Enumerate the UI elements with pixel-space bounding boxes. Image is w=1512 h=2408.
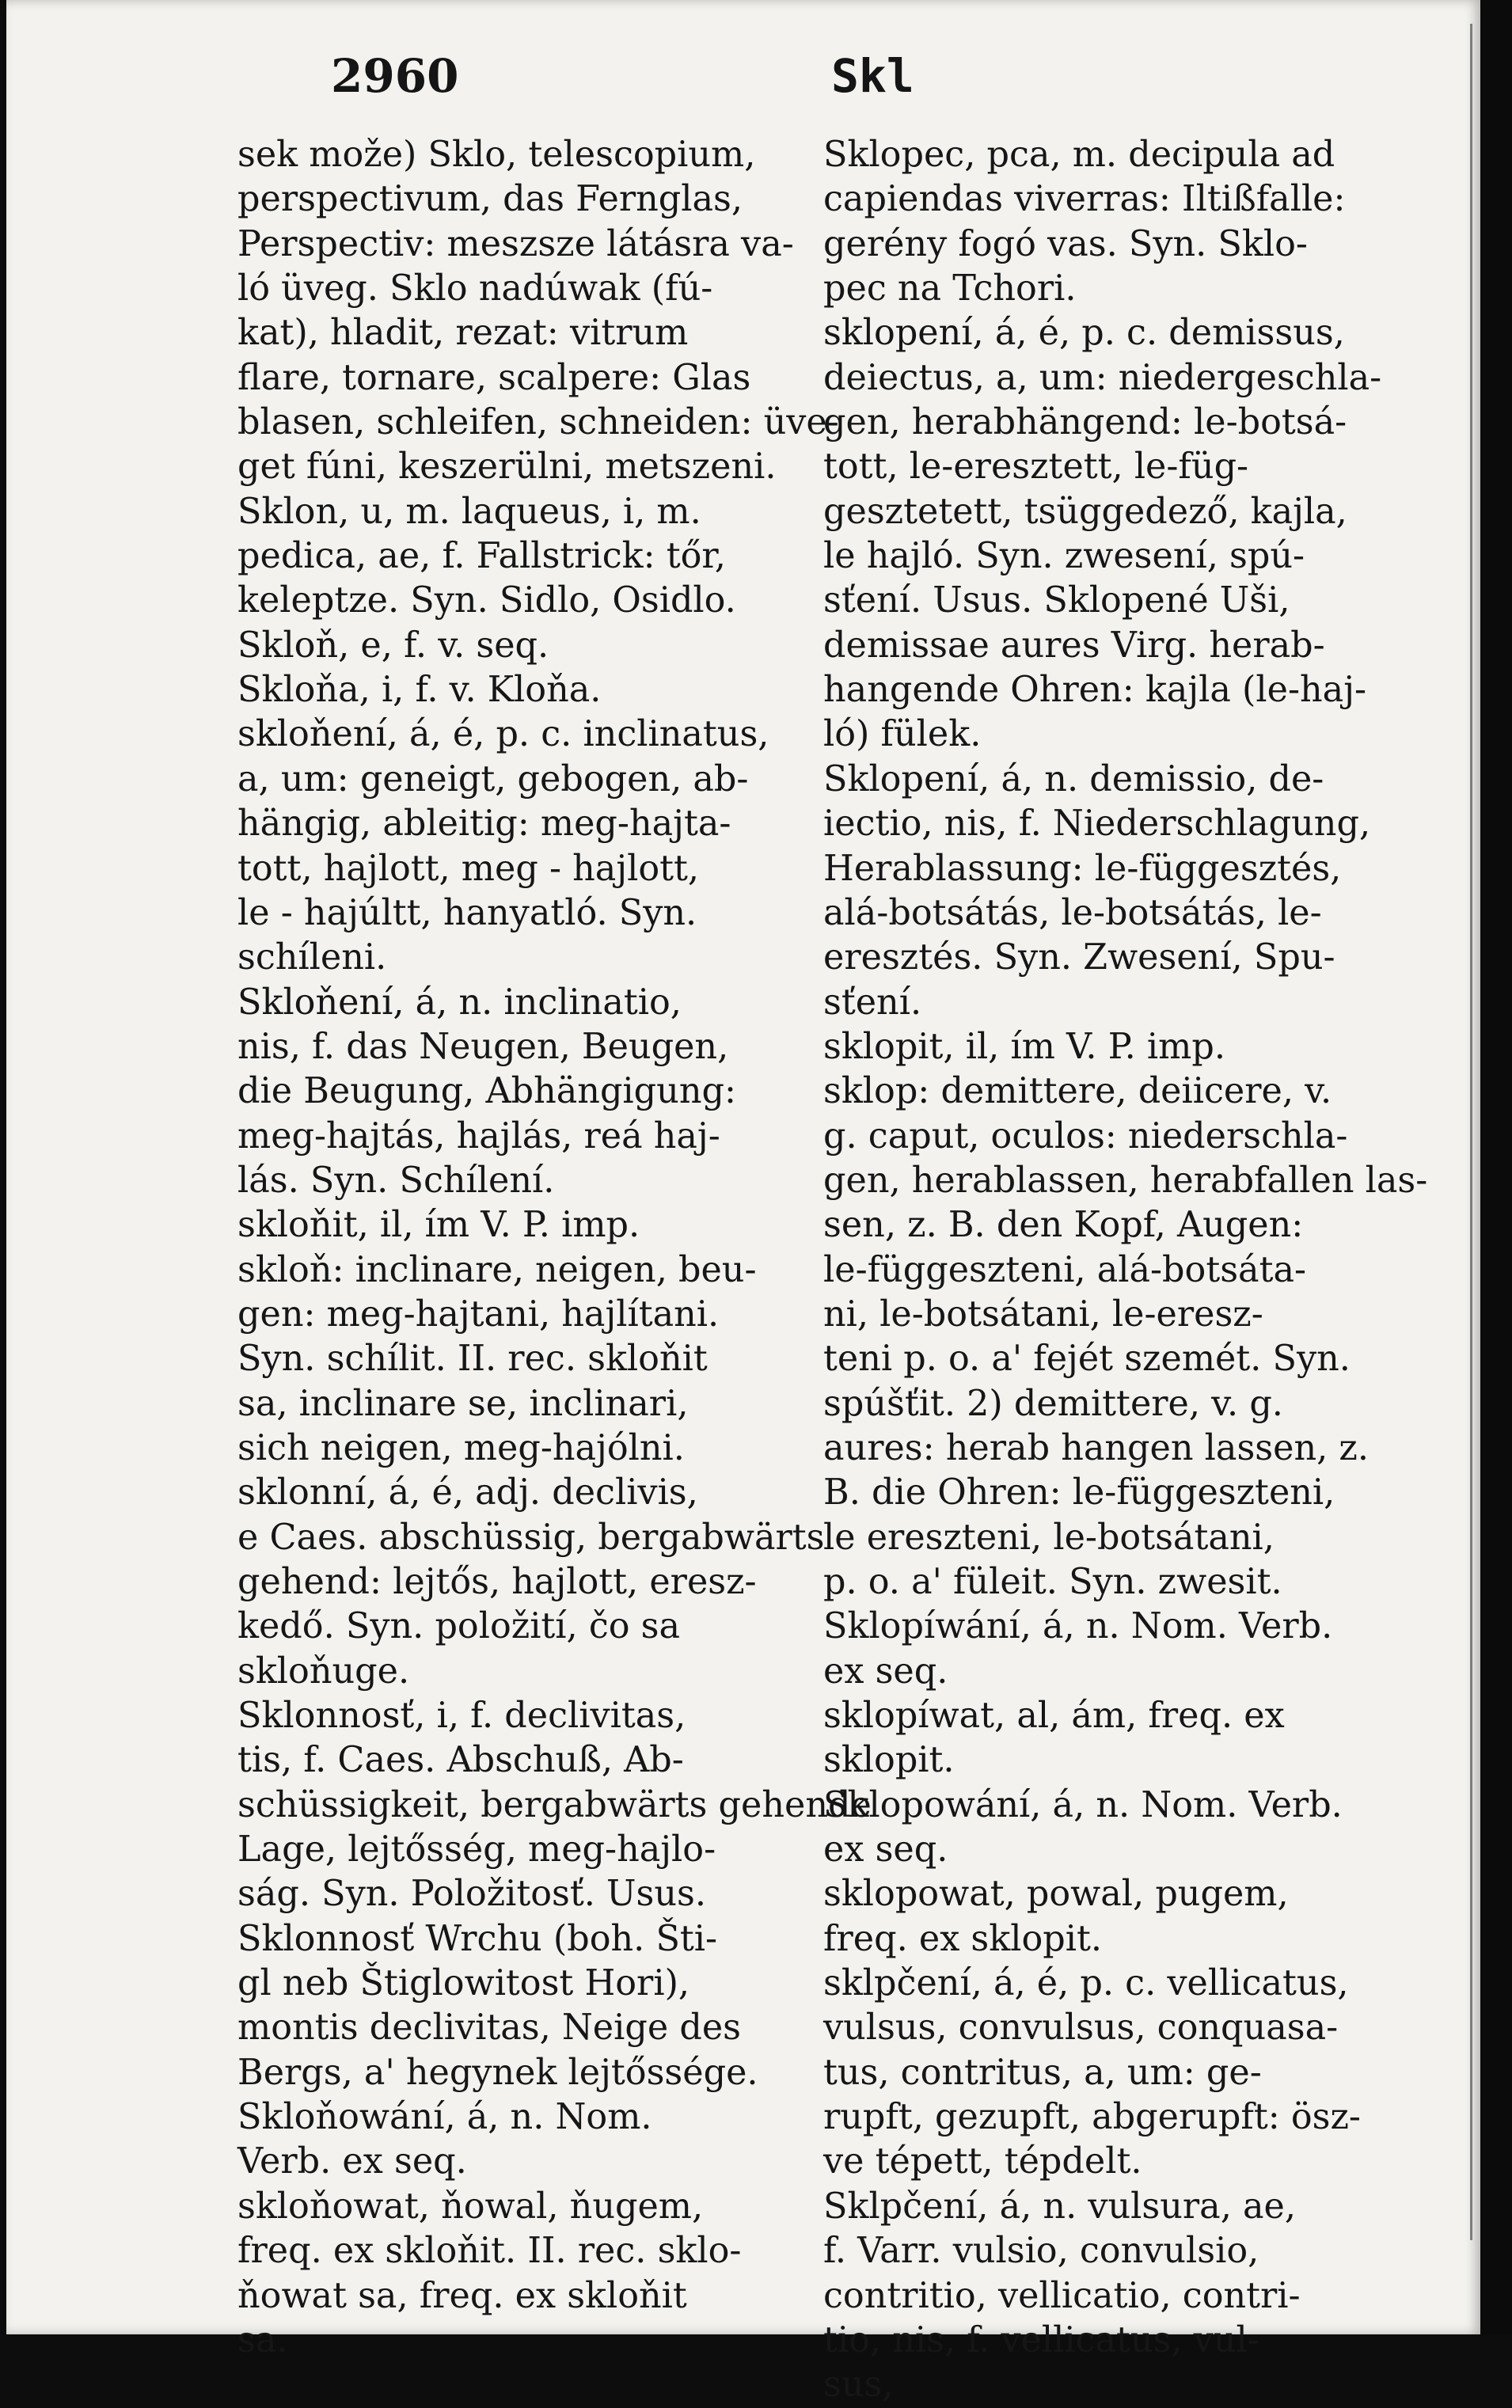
entry-line: spúšťit. 2) demittere, v. g. [823,1383,1283,1424]
entry-line: skloň: inclinare, neigen, beu- [237,1249,757,1290]
entry-line: alá-botsátás, le-botsátás, le- [823,892,1322,933]
entry-line: sklopíwat, al, ám, freq. ex [823,1696,1285,1737]
entry-line: Syn. schílit. II. rec. skloňit [237,1339,708,1380]
entry-line: eresztés. Syn. Zwesení, Spu- [823,937,1335,978]
entry-line: sich neigen, meg-hajólni. [237,1427,685,1468]
entry-line: gen, herablassen, herabfallen las- [823,1160,1428,1201]
entry-line: freq. ex sklopit. [823,1918,1103,1959]
entry-line: skloňowat, ňowal, ňugem, [237,2186,704,2227]
entry-line: Skloňení, á, n. inclinatio, [237,982,682,1023]
entry-line: hängig, ableitig: meg-hajta- [237,803,731,845]
entry-line: sklopit, il, ím V. P. imp. [823,1026,1225,1067]
entry-line: gerény fogó vas. Syn. Sklo- [823,223,1308,264]
entry-line: sťení. [823,982,922,1023]
entry-line: Sklopení, á, n. demissio, de- [823,758,1324,800]
entry-line: freq. ex skloňit. II. rec. sklo- [237,2231,742,2272]
running-head: Skl [831,49,914,103]
entry-line: a, um: geneigt, gebogen, ab- [237,758,749,800]
entry-line: tis, f. Caes. Abschuß, Ab- [237,1740,684,1781]
entry-line: flare, tornare, scalpere: Glas [237,357,751,398]
entry-line: gen: meg-hajtani, hajlítani. [237,1293,720,1335]
entry-line: gesztetett, tsüggedező, kajla, [823,491,1347,532]
entry-line: Verb. ex seq. [237,2141,467,2182]
entry-line: kat), hladit, rezat: vitrum [237,313,689,354]
entry-line: sa, inclinare se, inclinari, [237,1383,689,1424]
entry-line: skloňuge. [237,1650,410,1692]
page-edge-shadow [1470,24,1472,2240]
entry-line: le - hajúltt, hanyatló. Syn. [237,892,697,933]
entry-line: Sklopec, pca, m. decipula ad [823,135,1335,175]
entry-line: Perspectiv: meszsze látásra va- [237,223,794,264]
entry-line: aures: herab hangen lassen, z. [823,1427,1369,1468]
entry-line: Sklopíwání, á, n. Nom. Verb. [823,1606,1333,1647]
entry-line: get fúni, keszerülni, metszeni. [237,446,777,488]
entry-line: hangende Ohren: kajla (le-haj- [823,670,1367,711]
entry-line: B. die Ohren: le-függeszteni, [823,1472,1335,1514]
entry-line: le ereszteni, le-botsátani, [823,1517,1275,1558]
entry-line: sa. [237,2319,288,2361]
entry-line: die Beugung, Abhängigung: [237,1071,736,1112]
entry-line: capiendas viverras: Iltißfalle: [823,179,1346,220]
entry-line: le-függeszteni, alá-botsáta- [823,1249,1307,1290]
entry-line: e Caes. abschüssig, bergabwärts [237,1517,825,1558]
entry-line: Sklonnosť Wrchu (boh. Šti- [237,1918,718,1959]
entry-line: gen, herabhängend: le-botsá- [823,402,1347,443]
entry-line: g. caput, oculos: niederschla- [823,1115,1348,1157]
right-column [823,133,1428,2408]
entry-line: Skloňowání, á, n. Nom. [237,2097,652,2138]
entry-line: sklopit. [823,1740,955,1781]
entry-line: Herablassung: le-függesztés, [823,848,1342,889]
entry-line: vulsus, convulsus, conquasa- [823,2007,1339,2049]
entry-line: tott, le-eresztett, le-füg- [823,446,1249,488]
entry-line: pec na Tchori. [823,268,1077,310]
entry-line: gl neb Štiglowitost Hori), [237,1963,690,2004]
entry-line: sklop: demittere, deiicere, v. [823,1071,1332,1112]
entry-line: Skloň, e, f. v. seq. [237,625,549,666]
entry-line: skloňit, il, ím V. P. imp. [237,1205,640,1246]
entry-line: keleptze. Syn. Sidlo, Osidlo. [237,580,736,621]
entry-line: sklpčení, á, é, p. c. vellicatus, [823,1963,1349,2004]
entry-line: ló) fülek. [823,714,982,755]
entry-line: ex seq. [823,1829,948,1871]
entry-line: sus, [823,2364,894,2406]
entry-line: sek može) Sklo, telescopium, [237,135,756,175]
entry-line: Sklonnosť, i, f. declivitas, [237,1696,686,1737]
entry-line: skloňení, á, é, p. c. inclinatus, [237,714,769,755]
entry-line: blasen, schleifen, schneiden: üve- [237,402,839,443]
entry-line: sklopení, á, é, p. c. demissus, [823,313,1345,354]
entry-line: p. o. a' füleit. Syn. zwesit. [823,1562,1282,1602]
entry-line: contritio, vellicatio, contri- [823,2275,1301,2316]
entry-line: Sklon, u, m. laqueus, i, m. [237,491,701,532]
page-number: 2960 [331,49,459,103]
entry-line: kedő. Syn. položití, čo sa [237,1606,681,1647]
entry-line: rupft, gezupft, abgerupft: ösz- [823,2097,1361,2138]
entry-line: ex seq. [823,1650,948,1692]
entry-line: Bergs, a' hegynek lejtőssége. [237,2052,758,2093]
entry-line: iectio, nis, f. Niederschlagung, [823,803,1371,845]
entry-line: sklopowat, powal, pugem, [823,1874,1289,1915]
entry-line: gehend: lejtős, hajlott, eresz- [237,1562,757,1602]
left-column [237,133,872,2363]
entry-line: sklonní, á, é, adj. declivis, [237,1472,698,1514]
entry-line: perspectivum, das Fernglas, [237,179,743,220]
entry-line: meg-hajtás, hajlás, reá haj- [237,1115,720,1157]
entry-line: ni, le-botsátani, le-eresz- [823,1293,1263,1335]
entry-line: f. Varr. vulsio, convulsio, [823,2231,1259,2272]
entry-line: pedica, ae, f. Fallstrick: tőr, [237,536,726,577]
entry-line: ve tépett, tépdelt. [823,2141,1142,2182]
entry-line: ló üveg. Sklo nadúwak (fú- [237,268,713,310]
entry-line: demissae aures Virg. herab- [823,625,1325,666]
entry-line: nis, f. das Neugen, Beugen, [237,1026,729,1067]
entry-line: tott, hajlott, meg - hajlott, [237,848,700,889]
entry-line: lás. Syn. Schílení. [237,1160,555,1201]
entry-line: montis declivitas, Neige des [237,2007,741,2049]
entry-line: ság. Syn. Položitosť. Usus. [237,1874,707,1915]
entry-line: Sklpčení, á, n. vulsura, ae, [823,2186,1297,2227]
entry-line: schíleni. [237,937,387,978]
entry-line: sťení. Usus. Sklopené Uši, [823,580,1290,621]
entry-line: tus, contritus, a, um: ge- [823,2052,1262,2093]
entry-line: deiectus, a, um: niedergeschla- [823,357,1382,398]
entry-line: sen, z. B. den Kopf, Augen: [823,1205,1304,1246]
entry-line: le hajló. Syn. zwesení, spú- [823,536,1305,577]
entry-line: Sklopowání, á, n. Nom. Verb. [823,1784,1343,1825]
entry-line: Skloňa, i, f. v. Kloňa. [237,670,602,711]
entry-line: ňowat sa, freq. ex skloňit [237,2275,687,2316]
entry-line: tio, nis, f. vellicatus, vul- [823,2319,1259,2361]
entry-line: Lage, lejtősség, meg-hajlo- [237,1829,716,1871]
entry-line: schüssigkeit, bergabwärts gehende [237,1784,872,1825]
entry-line: teni p. o. a' fejét szemét. Syn. [823,1339,1351,1380]
